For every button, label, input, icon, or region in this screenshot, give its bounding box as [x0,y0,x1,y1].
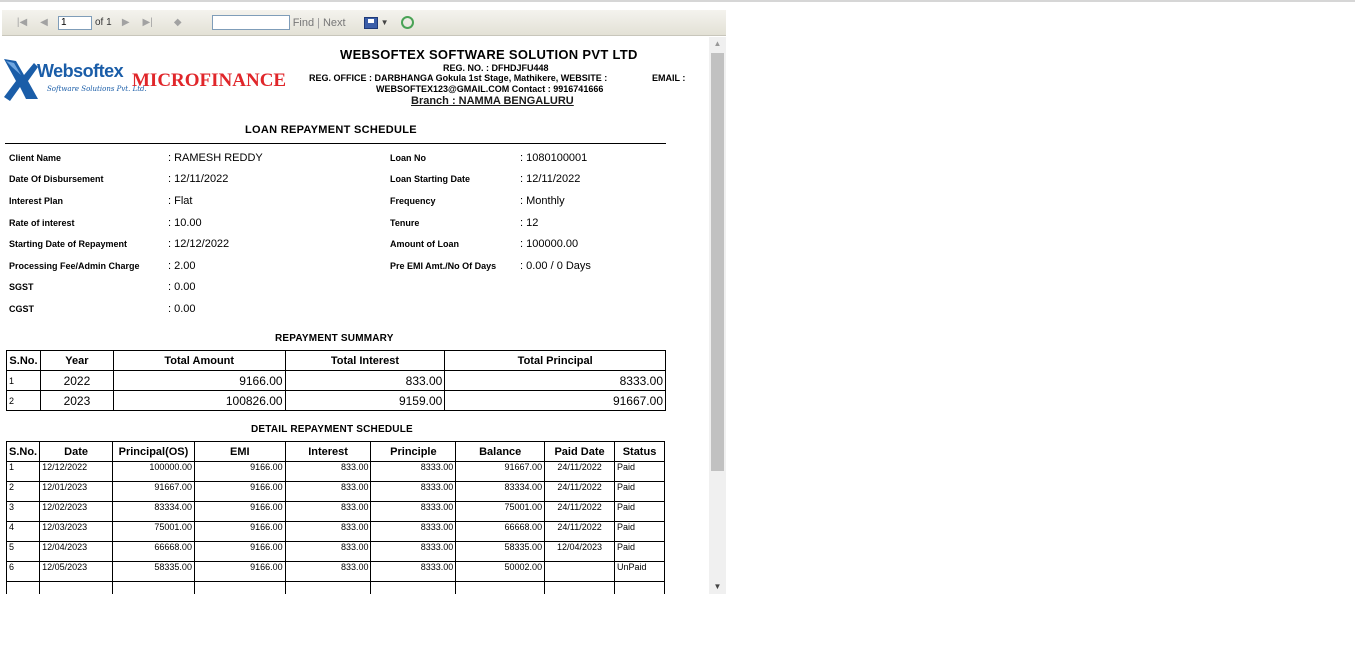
next-page-icon[interactable]: ▶ [121,17,130,28]
table-cell: 6 [7,562,40,582]
table-cell: 9166.00 [194,502,285,522]
table-cell: 75001.00 [456,502,545,522]
first-page-icon[interactable]: |◀ [16,17,28,28]
table-cell [194,582,285,595]
brand-title: MICROFINANCE [132,70,287,91]
table-cell: 2022 [40,371,113,391]
table-cell: 2 [7,391,41,411]
table-cell: 8333.00 [445,371,666,391]
table-cell [545,562,615,582]
column-header: Status [615,442,665,462]
page-number-input[interactable] [58,16,92,30]
report-page [0,37,708,594]
scroll-down-icon[interactable]: ▼ [713,582,722,591]
table-cell [113,582,195,595]
table-row [7,502,665,522]
info-label: SGST [9,282,34,292]
info-value: : 0.00 [168,281,196,293]
info-value: : 0.00 / 0 Days [520,260,591,272]
registration-number: REG. NO. : DFHDJFU448 [443,63,549,73]
column-header: Principle [371,442,456,462]
table-cell [40,582,113,595]
table-cell: 5 [7,542,40,562]
column-header: Total Interest [285,351,445,371]
info-value: : 1080100001 [520,152,588,164]
save-icon[interactable] [364,17,378,29]
table-header-row [7,442,665,462]
table-cell: 9166.00 [194,562,285,582]
find-link[interactable]: Find [292,16,315,29]
table-cell: 24/11/2022 [545,522,615,542]
table-cell: Paid [615,482,665,502]
page-count-label: of 1 [95,17,112,28]
table-cell: 12/03/2023 [40,522,113,542]
table-cell: 4 [7,522,40,542]
table-cell: Paid [615,542,665,562]
info-value: : RAMESH REDDY [168,152,263,164]
table-cell [285,582,371,595]
table-row [7,522,665,542]
column-header: Principal(OS) [113,442,195,462]
table-cell: 833.00 [285,482,371,502]
table-cell: 91667.00 [445,391,666,411]
info-value: : Flat [168,195,193,207]
table-cell: 8333.00 [371,542,456,562]
table-row [7,391,666,411]
info-label: Amount of Loan [390,239,459,249]
table-cell: 833.00 [285,462,371,482]
table-cell: 100000.00 [113,462,195,482]
detail-schedule-table [6,441,665,594]
table-cell: Paid [615,462,665,482]
table-cell: 9166.00 [194,462,285,482]
table-cell: 24/11/2022 [545,502,615,522]
table-cell: 91667.00 [456,462,545,482]
info-value: : 12 [520,217,539,229]
table-cell: 8333.00 [371,502,456,522]
table-cell: 833.00 [285,522,371,542]
info-label: Processing Fee/Admin Charge [9,261,140,271]
table-row [7,542,665,562]
table-cell: 9166.00 [194,522,285,542]
detail-schedule-title: DETAIL REPAYMENT SCHEDULE [251,424,413,435]
table-cell [456,582,545,595]
info-value: : 100000.00 [520,238,579,250]
table-header-row [7,351,666,371]
table-cell [371,582,456,595]
table-cell: 8333.00 [371,562,456,582]
table-cell: 24/11/2022 [545,462,615,482]
info-value: : 12/12/2022 [168,238,230,250]
refresh-icon[interactable] [401,16,414,29]
title-divider [5,143,666,144]
table-cell: 100826.00 [113,391,285,411]
table-cell: 9159.00 [285,391,445,411]
scrollbar-thumb[interactable] [711,53,724,471]
table-cell: 91667.00 [113,482,195,502]
export-dropdown-icon[interactable]: ▼ [380,18,389,27]
table-cell: 2 [7,482,40,502]
column-header: Paid Date [545,442,615,462]
table-row [7,582,665,595]
info-label: Rate of interest [9,218,75,228]
info-label: Loan No [390,153,426,163]
table-cell: 8333.00 [371,482,456,502]
column-header: EMI [194,442,285,462]
scroll-up-icon[interactable]: ▲ [713,39,722,48]
table-cell: 8333.00 [371,522,456,542]
table-cell: 833.00 [285,542,371,562]
table-cell: UnPaid [615,562,665,582]
next-link[interactable]: Next [322,16,346,29]
company-name: WEBSOFTEX SOFTWARE SOLUTION PVT LTD [340,47,638,62]
table-cell: 833.00 [285,562,371,582]
last-page-icon[interactable]: ▶| [142,17,153,28]
table-cell: 83334.00 [113,502,195,522]
page-title: LOAN REPAYMENT SCHEDULE [245,124,417,136]
company-logo [2,57,147,107]
table-cell: 8333.00 [371,462,456,482]
table-cell: 833.00 [285,371,445,391]
table-cell: 12/12/2022 [40,462,113,482]
back-icon[interactable]: ◆ [173,17,182,28]
table-cell: 9166.00 [113,371,285,391]
table-cell: 3 [7,502,40,522]
column-header: Total Principal [445,351,666,371]
info-label: Starting Date of Repayment [9,239,128,249]
table-cell: 2023 [40,391,113,411]
info-label: Loan Starting Date [390,174,471,184]
repayment-summary-title: REPAYMENT SUMMARY [275,333,394,344]
column-header: S.No. [7,351,41,371]
table-row [7,562,665,582]
table-cell [615,582,665,595]
registered-office: REG. OFFICE : DARBHANGA Gokula 1st Stage, Mathikere, WEBSITE : [309,73,608,83]
report-toolbar [2,10,726,36]
column-header: Date [40,442,113,462]
table-cell: 83334.00 [456,482,545,502]
info-label: Tenure [390,218,420,228]
info-label: Client Name [9,153,62,163]
table-cell: 9166.00 [194,482,285,502]
column-header: Total Amount [113,351,285,371]
table-cell: 12/04/2023 [40,542,113,562]
info-value: : 12/11/2022 [520,173,581,185]
table-cell: 12/02/2023 [40,502,113,522]
find-separator: | [317,16,320,29]
table-cell: 75001.00 [113,522,195,542]
column-header: S.No. [7,442,40,462]
info-label: CGST [9,304,35,314]
info-value: : 10.00 [168,217,202,229]
find-input[interactable] [212,15,290,30]
table-cell: 50002.00 [456,562,545,582]
table-row [7,462,665,482]
table-cell: Paid [615,502,665,522]
table-cell: Paid [615,522,665,542]
column-header: Balance [456,442,545,462]
info-label: Pre EMI Amt./No Of Days [390,261,497,271]
table-cell: 24/11/2022 [545,482,615,502]
window-top-border [0,0,1355,2]
branch-name: Branch : NAMMA BENGALURU [411,95,574,107]
info-label: Frequency [390,196,436,206]
table-cell: 58335.00 [456,542,545,562]
contact-info: WEBSOFTEX123@GMAIL.COM Contact : 9916741666 [376,84,604,94]
email-label: EMAIL : [652,73,686,83]
info-value: : 12/11/2022 [168,173,229,185]
table-cell: 66668.00 [456,522,545,542]
table-row [7,482,665,502]
table-cell: 12/04/2023 [545,542,615,562]
table-cell: 12/05/2023 [40,562,113,582]
table-cell: 12/01/2023 [40,482,113,502]
table-cell: 1 [7,462,40,482]
column-header: Year [40,351,113,371]
info-label: Interest Plan [9,196,64,206]
table-cell: 1 [7,371,41,391]
repayment-summary-table [6,350,666,411]
info-label: Date Of Disbursement [9,174,104,184]
table-cell: 66668.00 [113,542,195,562]
table-cell: 9166.00 [194,542,285,562]
logo-x-icon [2,57,40,103]
table-cell [545,582,615,595]
info-value: : 0.00 [168,303,196,315]
table-row [7,371,666,391]
table-cell [7,582,40,595]
table-cell: 58335.00 [113,562,195,582]
logo-subtitle: Software Solutions Pvt. Ltd. [47,85,147,93]
prev-page-icon[interactable]: ◀ [40,17,48,28]
table-cell: 833.00 [285,502,371,522]
info-value: : Monthly [520,195,565,207]
info-value: : 2.00 [168,260,196,272]
logo-name: Websoftex [37,61,124,81]
column-header: Interest [285,442,371,462]
report-scrollbar[interactable] [709,37,726,594]
